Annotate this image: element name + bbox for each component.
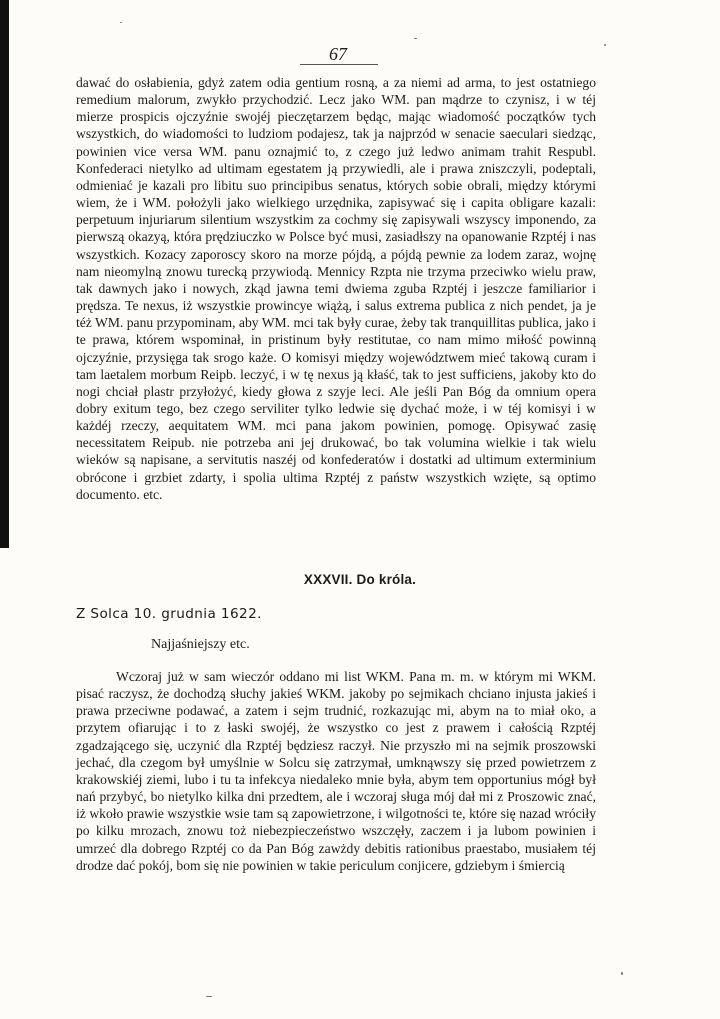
scan-speck [414,38,417,39]
body-paragraph-continued: dawać do osłabienia, gdyż zatem odia gentium rosną, a za niemi ad arma, to jest ostatniego remedium malorum, zwykło przychodzić. Lecz jako WM. pan mądrze to czynisz, i w téj mierze prospicis ojczyźnie swojéj pieczętarzem będąc, mając wiadomość początków tych wszystkich, do wiadomości to ludziom podajesz, tak ja najprzód w senacie saeculari siedząc, powinien vice versa WM. panu oznajmić to, z czego już ledwo animam trahit Respubl. Konfederaci nietylko ad ultimam egestatem ją przywiedli, ale i prawa zniszczyli, podeptali, odmieniać je kazali pro libitu suo principibus senatus, których sobie obrali, między którymi wiem, że i WM. położyli jako wielkiego urzędnika, zapisywać się i capita obligare kazali: perpetuum injuriarum silentium wszystkim za cochmy się zapisywali wszyscy imponendo, za pierwszą okazyą, która prędziuczko w Polsce być musi, zasiadłszy na opanowanie Rzptéj i nas wszystkich. Kozacy zaporoscy skoro na morze pójdą, a pójdą pewnie za lodem zaraz, wojnę nam nieomylną znowu turecką przywiodą. Mennicy Rzpta nie trzyma przeciwko wielu praw, tak dawnych jako i nowych, zkąd jawna temi dwiema zguba Rzptéj i jeszcze familiarior i prędsza. Te nexus, iż wszystkie prowincye wiążą, i salus extrema publica z nich pendet, ja je téż WM. panu przypominam, aby WM. mci tak były curae, żeby tak tranquillitas publica, jako i te prawa, którem wspominał, in pristinum były restitutae, co nam mimo miłość powinną ojczyźnie, przysięga tak srogo każe. O komisyi między województwem mieć takową curam i tam laetalem morbum Reipb. leczyć, i w tę nexus ją kłaść, tak to jest sufficiens, jakoby kto do nogi chciał plastr przyłożyć, kiedy głowa z szyje leci. Ale jeśli Pan Bóg da omnium opera dobry exitum tego, bez czego serviliter tylko ledwie się dychać może, i w téj komisyi i w każdéj rzeczy, aequitatem WM. mci pana jakom powinien, pomogę. Opisywać zasię necessitatem Reipub. nie potrzeba ani jej drukować, bo tak volumina wielkie i tak wielu wieków są napisane, a servitutis naszéj od konfederatów i dostatki ad ultimum exterminium obrócone i grzbiet zdarty, i spolia ultima Rzptéj z państw wszystkich wzięte, są optimo documento. etc. [76,75,596,502]
page-number: 67 [329,44,347,64]
scan-speck [120,22,122,23]
letter-dateline: Z Solca 10. grudnia 1622. [76,606,262,622]
scan-speck [604,44,606,46]
letter-salutation: Najjaśniejszy etc. [151,637,250,652]
letter-heading: XXXVII. Do króla. [303,572,417,587]
letter-body-paragraph: Wczoraj już w sam wieczór oddano mi list WKM. Pana m. m. w którym mi WKM. pisać raczysz, że dochodzą słuchy jakieś WKM. jakoby po sejmikach chciano injusta jakieś i prawa przeciwne podawać, a zatem i sejm trudnić, rozkazując mi, abym na to miał oko, a przytem ofiarując i to z łaski swojéj, że wszystko co jest z prawem i całością Rzptéj zgadzającego się, uczynić dla Rzptéj będziesz raczył. Nie przyszło mi na sejmik proszowski jechać, dla czegom był umyślnie w Solcu się zatrzymał, umknąwszy się przed powietrzem z krakowskiéj ziemi, lubo i tu ta infekcya niedaleko mnie była, abym tem opportunius mógł był nań przybyć, bo nietylko kilka dni przedtem, ale i wczoraj sługa mój dał mi z Proszowic znać, iż wkoło prawie wszystkie wsie tam są zapowietrzone, i wilgotności te, które się nazad wróciły po kilku mrozach, znowu toż niebezpieczeństwo wszczęły, zaczem i ja lubom powinien i umrzeć dla dobrego Rzptéj co da Pan Bóg zawżdy debitis rationibus praestabo, musiałem téj drodze dać pokój, bom się nie powinien w takie periculum conjicere, gdziebym i śmiercią [76,669,596,873]
scan-speck [621,972,623,975]
scan-speck [206,996,212,997]
page-number-underline [300,64,378,65]
scan-margin-shadow [0,0,9,548]
